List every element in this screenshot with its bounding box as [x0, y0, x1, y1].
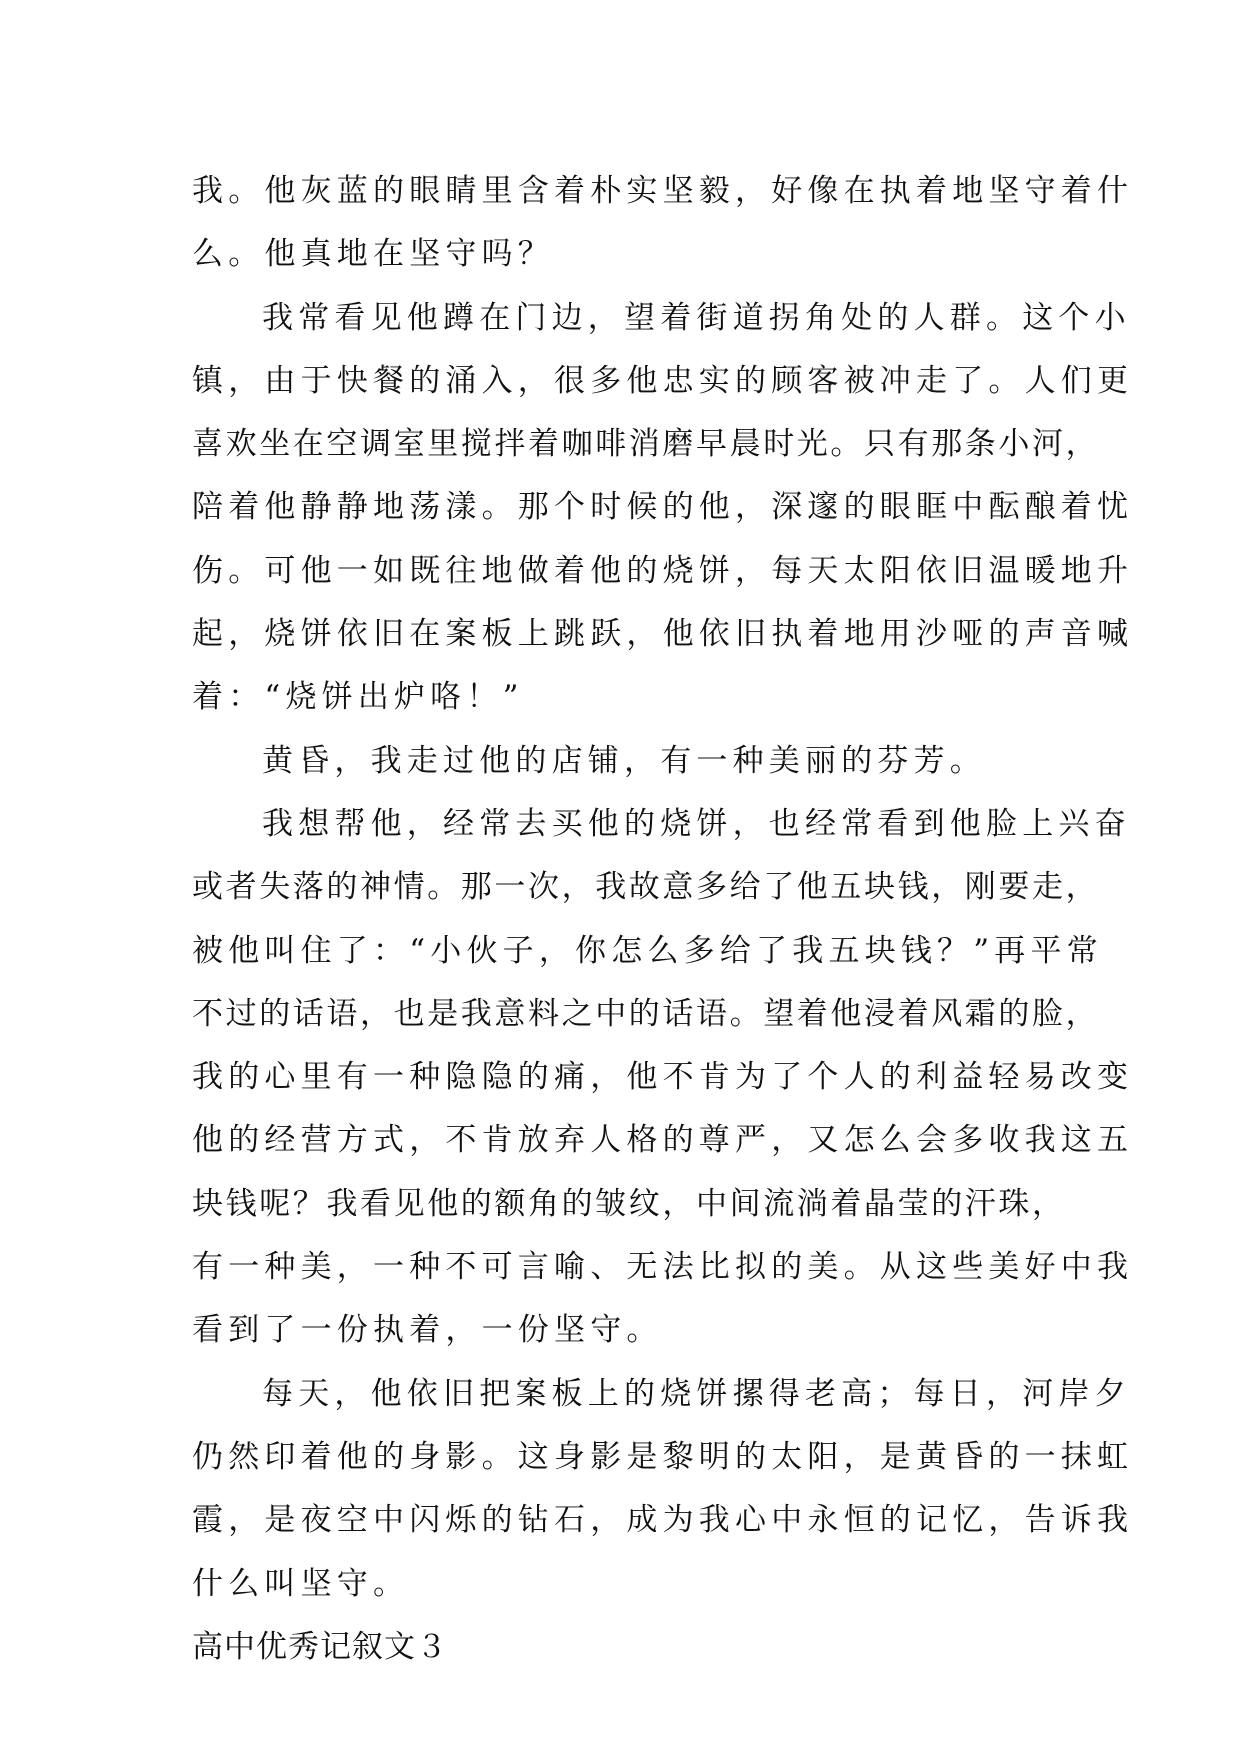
paragraph-start-line: 每天，他依旧把案板上的烧饼摞得老高；每日，河岸夕 [262, 1375, 1131, 1412]
text-line: 喜欢坐在空调室里搅拌着咖啡消磨早晨时光。只有那条小河， [192, 426, 1100, 463]
text-line: 他的经营方式，不肯放弃人格的尊严，又怎么会多收我这五 [192, 1122, 1134, 1159]
text-line: 什么叫坚守。 [192, 1565, 410, 1602]
text-line: 镇，由于快餐的涌入，很多他忠实的顾客被冲走了。人们更 [192, 362, 1134, 399]
paragraph-start-line: 黄昏，我走过他的店铺，有一种美丽的芬芳。 [262, 742, 986, 779]
text-line: 看到了一份执着，一份坚守。 [192, 1312, 663, 1349]
text-line: 着：“烧饼出炉咯！” [192, 679, 524, 716]
text-line: 我的心里有一种隐隐的痛，他不肯为了个人的利益轻易改变 [192, 1059, 1134, 1096]
text-line: 陪着他静静地荡漾。那个时候的他，深邃的眼眶中酝酿着忧 [192, 489, 1134, 526]
text-line: 被他叫住了：“小伙子，你怎么多给了我五块钱？”再平常 [192, 932, 1103, 969]
text-line: 不过的话语，也是我意料之中的话语。望着他浸着风霜的脸， [192, 995, 1100, 1032]
text-line: 么。他真地在坚守吗？ [192, 236, 554, 273]
text-line: 或者失落的神情。那一次，我故意多给了他五块钱，刚要走， [192, 869, 1100, 906]
text-line: 块钱呢？我看见他的额角的皱纹，中间流淌着晶莹的汗珠， [192, 1185, 1066, 1222]
text-line: 伤。可他一如既往地做着他的烧饼，每天太阳依旧温暖地升 [192, 552, 1134, 589]
text-line: 我。他灰蓝的眼睛里含着朴实坚毅，好像在执着地坚守着什 [192, 173, 1134, 209]
text-line: 仍然印着他的身影。这身影是黎明的太阳，是黄昏的一抹虹 [192, 1438, 1134, 1475]
section-heading: 高中优秀记叙文３ [192, 1628, 448, 1665]
paragraph-start-line: 我常看见他蹲在门边，望着街道拐角处的人群。这个小 [262, 299, 1131, 336]
paragraph-start-line: 我想帮他，经常去买他的烧饼，也经常看到他脸上兴奋 [262, 805, 1131, 842]
text-line: 起，烧饼依旧在案板上跳跃，他依旧执着地用沙哑的声音喊 [192, 616, 1134, 653]
text-line: 霞，是夜空中闪烁的钻石，成为我心中永恒的记忆，告诉我 [192, 1502, 1134, 1539]
document-page [192, 160, 1134, 1679]
text-line: 有一种美，一种不可言喻、无法比拟的美。从这些美好中我 [192, 1249, 1134, 1286]
